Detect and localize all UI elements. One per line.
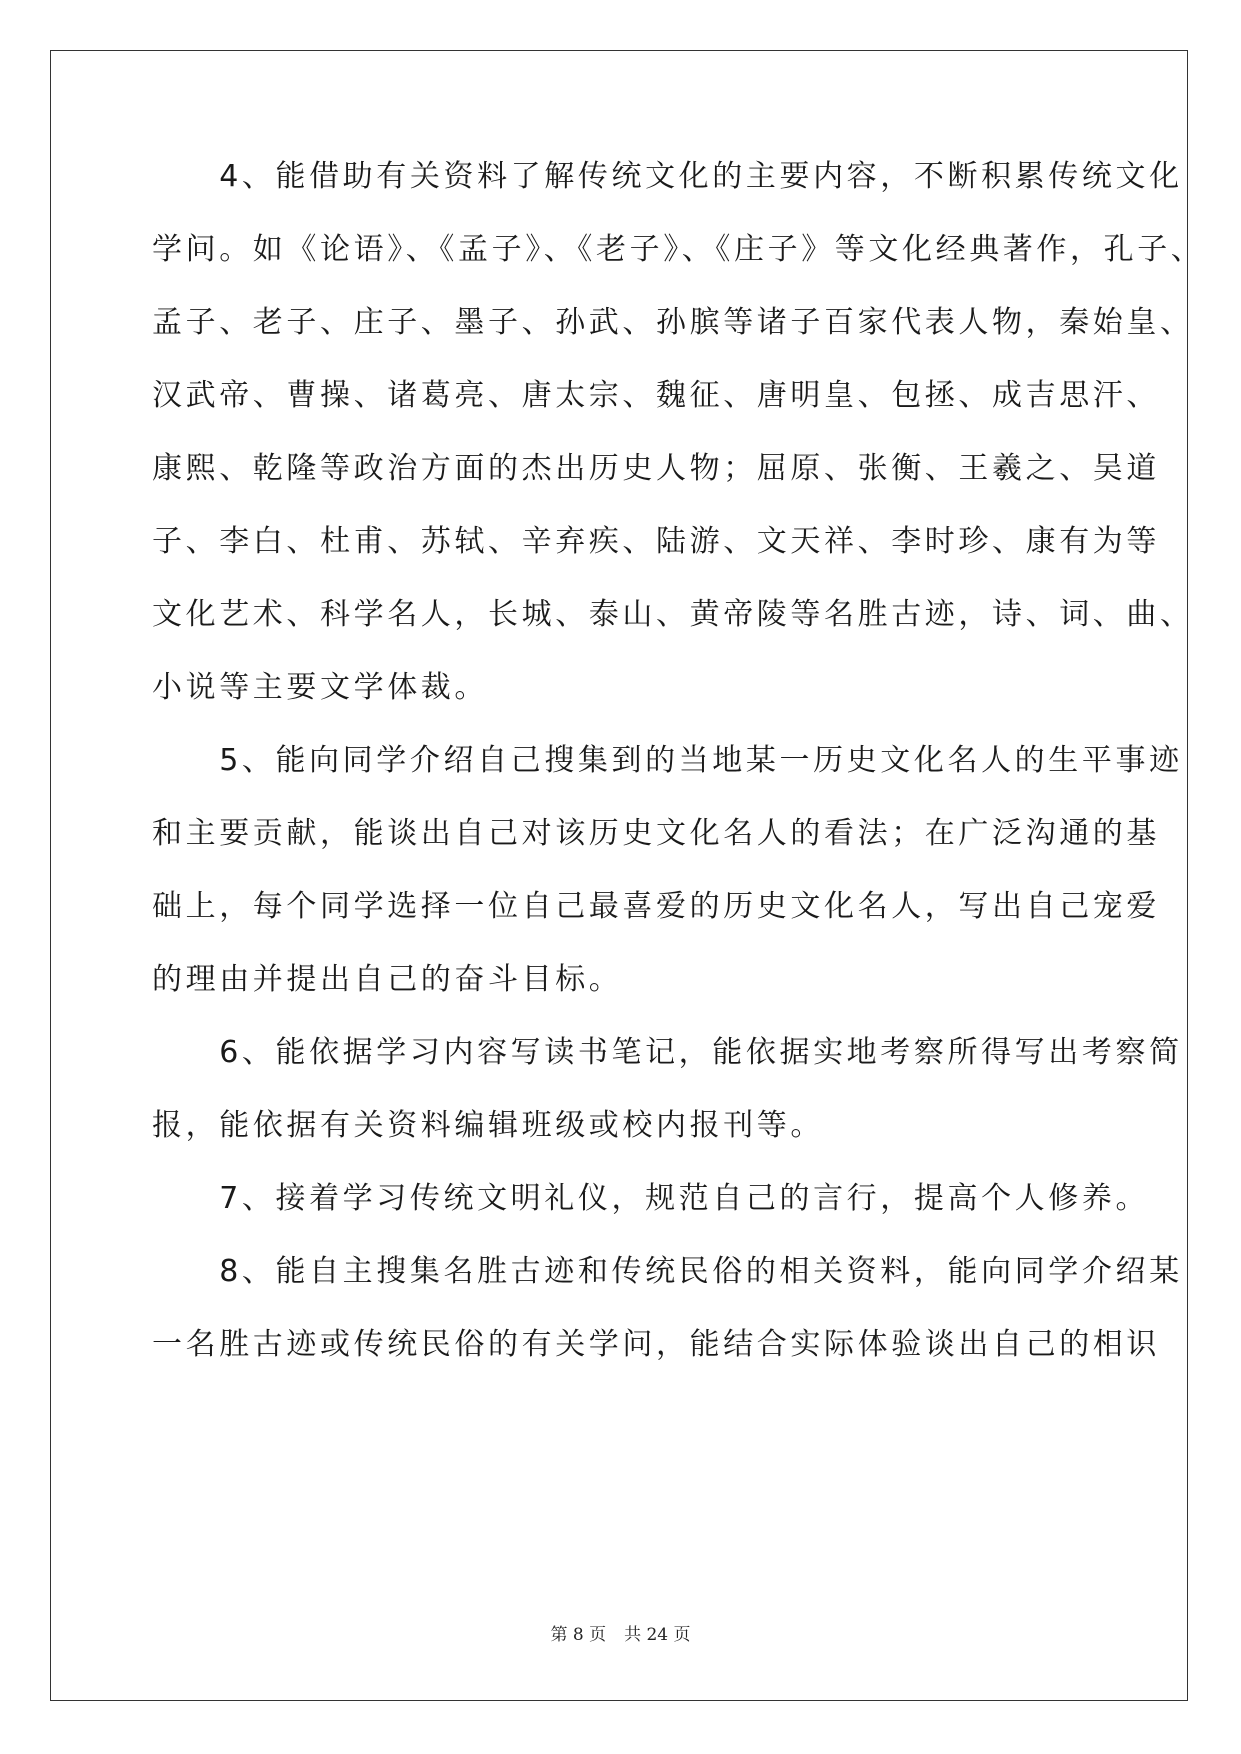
text-line: 6、能依据学习内容写读书笔记，能依据实地考察所得写出考察简: [152, 1035, 1183, 1070]
text-line: 8、能自主搜集名胜古迹和传统民俗的相关资料，能向同学介绍某: [152, 1254, 1183, 1289]
text-line: 康熙、乾隆等政治方面的杰出历史人物；屈原、张衡、王羲之、吴道: [152, 451, 1160, 486]
text-line: 小说等主要文学体裁。: [152, 670, 488, 705]
text-line: 4、能借助有关资料了解传统文化的主要内容，不断积累传统文化: [152, 159, 1183, 194]
text-line: 的理由并提出自己的奋斗目标。: [152, 962, 623, 997]
text-line: 子、李白、杜甫、苏轼、辛弃疾、陆游、文天祥、李时珍、康有为等: [152, 524, 1160, 559]
text-line: 学问。如《论语》、《孟子》、《老子》、《庄子》等文化经典著作，孔子、: [152, 232, 1205, 267]
page-number: 第 8 页: [550, 1625, 607, 1645]
page-border: [50, 50, 1205, 1701]
text-line: 报，能依据有关资料编辑班级或校内报刊等。: [152, 1108, 824, 1143]
page-footer: [0, 1620, 1241, 1645]
text-line: 5、能向同学介绍自己搜集到的当地某一历史文化名人的生平事迹: [152, 743, 1183, 778]
text-line: 文化艺术、科学名人，长城、泰山、黄帝陵等名胜古迹，诗、词、曲、: [152, 597, 1194, 632]
text-line: 7、接着学习传统文明礼仪，规范自己的言行，提高个人修养。: [152, 1181, 1150, 1216]
text-line: 汉武帝、曹操、诸葛亮、唐太宗、魏征、唐明皇、包拯、成吉思汗、: [152, 378, 1160, 413]
text-line: 孟子、老子、庄子、墨子、孙武、孙膑等诸子百家代表人物，秦始皇、: [152, 305, 1194, 340]
text-line: 一名胜古迹或传统民俗的有关学问，能结合实际体验谈出自己的相识: [152, 1327, 1160, 1362]
text-line: 和主要贡献，能谈出自己对该历史文化名人的看法；在广泛沟通的基: [152, 816, 1160, 851]
text-line: 础上，每个同学选择一位自己最喜爱的历史文化名人，写出自己宠爱: [152, 889, 1160, 924]
page-total: 共 24 页: [624, 1625, 691, 1645]
